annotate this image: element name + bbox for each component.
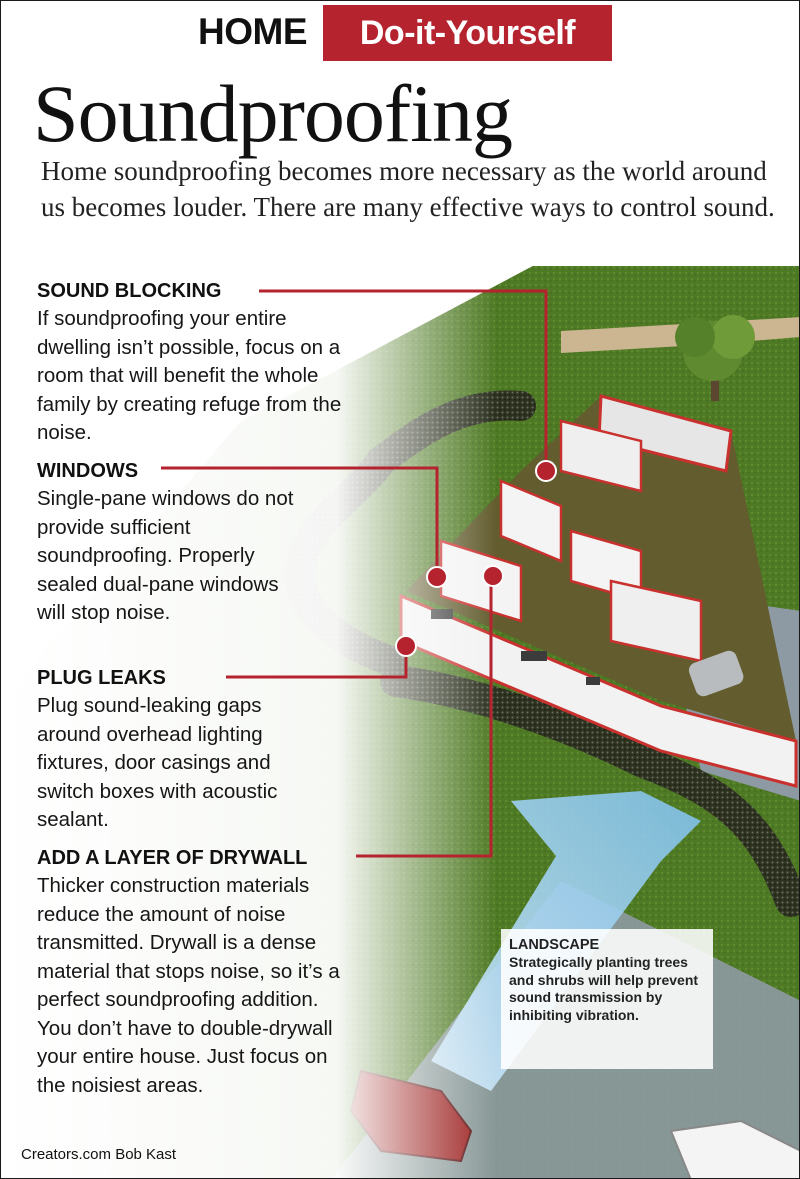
section-body: Single-pane windows do not provide sufficient soundproofing. Properly sealed dual-pane windows will stop noise. <box>37 487 294 624</box>
header-home-label: HOME <box>198 11 307 52</box>
section-heading: SOUND BLOCKING <box>37 280 222 302</box>
section-body: If soundproofing your entire dwelling isn’t possible, focus on a room that will benefit the whole family by creating refuge from the noise. <box>37 307 342 444</box>
red-dot-icon <box>536 461 556 481</box>
credit-line: Creators.com Bob Kast <box>21 1146 177 1163</box>
landscape-body: Strategically planting trees and shrubs will help prevent sound transmission by inhibiting vibration. <box>509 954 699 1023</box>
landscape-callout <box>501 929 713 1069</box>
header-section-badge: Do-it-Yourself <box>323 5 612 61</box>
section-heading: PLUG LEAKS <box>37 667 166 689</box>
section-body: Plug sound-leaking gaps around overhead lighting fixtures, door casings and switch boxes with acoustic sealant. <box>37 694 278 831</box>
section-heading: ADD A LAYER OF DRYWALL <box>37 847 308 869</box>
landscape-heading: LANDSCAPE <box>509 937 600 953</box>
intro-paragraph: Home soundproofing becomes more necessary as the world around us becomes louder. There are many effective ways to control sound. <box>41 156 775 222</box>
section-heading: WINDOWS <box>37 460 139 482</box>
section-windows <box>37 457 312 628</box>
section-plug-leaks <box>37 664 322 835</box>
page-title: Soundproofing <box>33 68 512 159</box>
section-sound-blocking <box>37 277 347 448</box>
red-dot-icon <box>427 567 447 587</box>
section-body: Thicker construction materials reduce the amount of noise transmitted. Drywall is a dense material that stops noise, so it’s a perfect soundproofing addition. You don’t have to double-drywall your entire house. Just focus on the noisiest areas. <box>37 874 340 1097</box>
section-drywall <box>37 844 357 1100</box>
red-dot-icon <box>483 566 503 586</box>
red-dot-icon <box>396 636 416 656</box>
